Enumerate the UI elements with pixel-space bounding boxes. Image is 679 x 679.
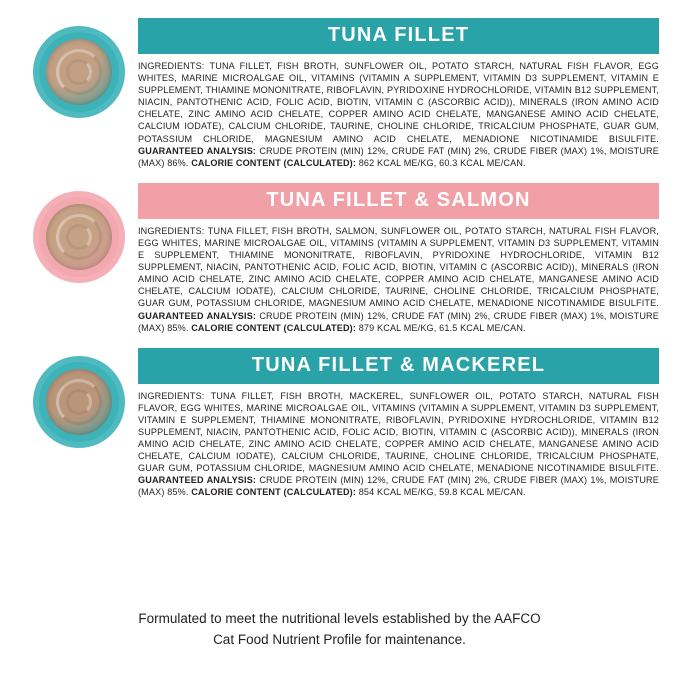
- product-block: [20, 18, 659, 169]
- guaranteed-analysis-text: CRUDE PROTEIN (MIN) 12%, CRUDE FAT (MIN) 2%, CRUDE FIBER (MAX) 1%, MOISTURE (MAX) 85%.: [138, 310, 659, 333]
- product-title: TUNA FILLET: [327, 24, 470, 46]
- product-title-bar: [138, 18, 659, 54]
- guaranteed-analysis-label: GUARANTEED ANALYSIS:: [138, 145, 257, 156]
- calorie-content-label: CALORIE CONTENT (CALCULATED):: [191, 487, 357, 498]
- guaranteed-analysis-label: GUARANTEED ANALYSIS:: [138, 475, 257, 486]
- pate-swirl-icon: [46, 39, 112, 105]
- bowl-image-wrapper: [20, 183, 138, 283]
- aafco-line-1: Formulated to meet the nutritional levels established by the AAFCO: [138, 611, 541, 627]
- calorie-content-text: 879 KCAL ME/KG, 61.5 KCAL ME/CAN.: [356, 322, 526, 333]
- ingredients-paragraph: [138, 225, 659, 334]
- product-content: [138, 348, 659, 499]
- pate-swirl-icon: [46, 204, 112, 270]
- aafco-line-2: Cat Food Nutrient Profile for maintenance.: [213, 632, 466, 648]
- bowl-image-wrapper: [20, 348, 138, 448]
- calorie-content-text: 854 KCAL ME/KG, 59.8 KCAL ME/CAN.: [356, 487, 526, 498]
- bowl-image-wrapper: [20, 18, 138, 118]
- ingredients-text: INGREDIENTS: TUNA FILLET, FISH BROTH, SALMON, SUNFLOWER OIL, POTATO STARCH, NATURAL FISH FLAVOR, EGG WHITES, MARINE MICROALGAE OIL, VITAMINS (VITAMIN A SUPPLEMENT, VITAMIN D3 SUPPLEMENT, VITAMIN E SUPPLEMENT, THIAMINE MONONITRATE, RIBOFLAVIN, PYRIDOXINE HYDROCHLORIDE, VITAMIN B12 SUPPLEMENT, NIACIN, PANTOTHENIC ACID, FOLIC ACID, BIOTIN, VITAMIN C (ASCORBIC ACID)), MINERALS (IRON AMINO ACID CHELATE, ZINC AMINO ACID CHELATE, COPPER AMINO ACID CHELATE, MANGANESE AMINO ACID CHELATE, CALCIUM IODATE), CALCIUM CHLORIDE, TAURINE, CHOLINE CHLORIDE, TRICALCIUM PHOSPHATE, GUAR GUM, POTASSIUM CHLORIDE, MAGNESIUM AMINO ACID CHELATE, MENADIONE NICOTINAMIDE BISULFITE.: [138, 225, 659, 309]
- food-bowl-icon: [33, 191, 125, 283]
- product-block: [20, 183, 659, 334]
- aafco-statement: [0, 609, 679, 651]
- food-bowl-icon: [33, 26, 125, 118]
- product-title-bar: [138, 348, 659, 384]
- guaranteed-analysis-label: GUARANTEED ANALYSIS:: [138, 310, 257, 321]
- product-content: [138, 183, 659, 334]
- product-title-bar: [138, 183, 659, 219]
- pate-swirl-icon: [46, 369, 112, 435]
- ingredients-text: INGREDIENTS: TUNA FILLET, FISH BROTH, MACKEREL, SUNFLOWER OIL, POTATO STARCH, NATURAL FISH FLAVOR, EGG WHITES, MARINE MICROALGAE OIL, VITAMINS (VITAMIN A SUPPLEMENT, VITAMIN D3 SUPPLEMENT, VITAMIN E SUPPLEMENT, THIAMINE MONONITRATE, RIBOFLAVIN, PYRIDOXINE HYDROCHLORIDE, VITAMIN B12 SUPPLEMENT, NIACIN, PANTOTHENIC ACID, FOLIC ACID, BIOTIN, VITAMIN C (ASCORBIC ACID)), MINERALS (IRON AMINO ACID CHELATE, ZINC AMINO ACID CHELATE, COPPER AMINO ACID CHELATE, MANGANESE AMINO ACID CHELATE, CALCIUM IODATE), CALCIUM CHLORIDE, TAURINE, CHOLINE CHLORIDE, TRICALCIUM PHOSPHATE, GUAR GUM, POTASSIUM CHLORIDE, MAGNESIUM AMINO ACID CHELATE, MENADIONE NICOTINAMIDE BISULFITE.: [138, 390, 659, 474]
- ingredients-paragraph: [138, 60, 659, 169]
- ingredients-paragraph: [138, 390, 659, 499]
- calorie-content-text: 862 KCAL ME/KG, 60.3 KCAL ME/CAN.: [356, 157, 526, 168]
- guaranteed-analysis-text: CRUDE PROTEIN (MIN) 12%, CRUDE FAT (MIN) 2%, CRUDE FIBER (MAX) 1%, MOISTURE (MAX) 85%.: [138, 475, 659, 498]
- ingredients-text: INGREDIENTS: TUNA FILLET, FISH BROTH, SUNFLOWER OIL, POTATO STARCH, NATURAL FISH FLAVOR, EGG WHITES, MARINE MICROALGAE OIL, VITAMINS (VITAMIN A SUPPLEMENT, VITAMIN D3 SUPPLEMENT, VITAMIN E SUPPLEMENT, THIAMINE MONONITRATE, RIBOFLAVIN, PYRIDOXINE HYDROCHLORIDE, VITAMIN B12 SUPPLEMENT, NIACIN, PANTOTHENIC ACID, FOLIC ACID, BIOTIN, VITAMIN C (ASCORBIC ACID)), MINERALS (IRON AMINO ACID CHELATE, ZINC AMINO ACID CHELATE, COPPER AMINO ACID CHELATE, MANGANESE AMINO ACID CHELATE, CALCIUM IODATE), CALCIUM CHLORIDE, TAURINE, CHOLINE CHLORIDE, TRICALCIUM PHOSPHATE, GUAR GUM, POTASSIUM CHLORIDE, MAGNESIUM AMINO ACID CHELATE, MENADIONE NICOTINAMIDE BISULFITE.: [138, 61, 659, 144]
- product-content: [138, 18, 659, 169]
- product-title: TUNA FILLET & MACKEREL: [251, 353, 546, 376]
- calorie-content-label: CALORIE CONTENT (CALCULATED):: [191, 157, 357, 168]
- calorie-content-label: CALORIE CONTENT (CALCULATED):: [191, 322, 357, 333]
- food-bowl-icon: [33, 356, 125, 448]
- guaranteed-analysis-text: CRUDE PROTEIN (MIN) 12%, CRUDE FAT (MIN) 2%, CRUDE FIBER (MAX) 1%, MOISTURE (MAX) 86%.: [138, 145, 659, 168]
- product-title: TUNA FILLET & SALMON: [266, 188, 531, 211]
- product-block: [20, 348, 659, 499]
